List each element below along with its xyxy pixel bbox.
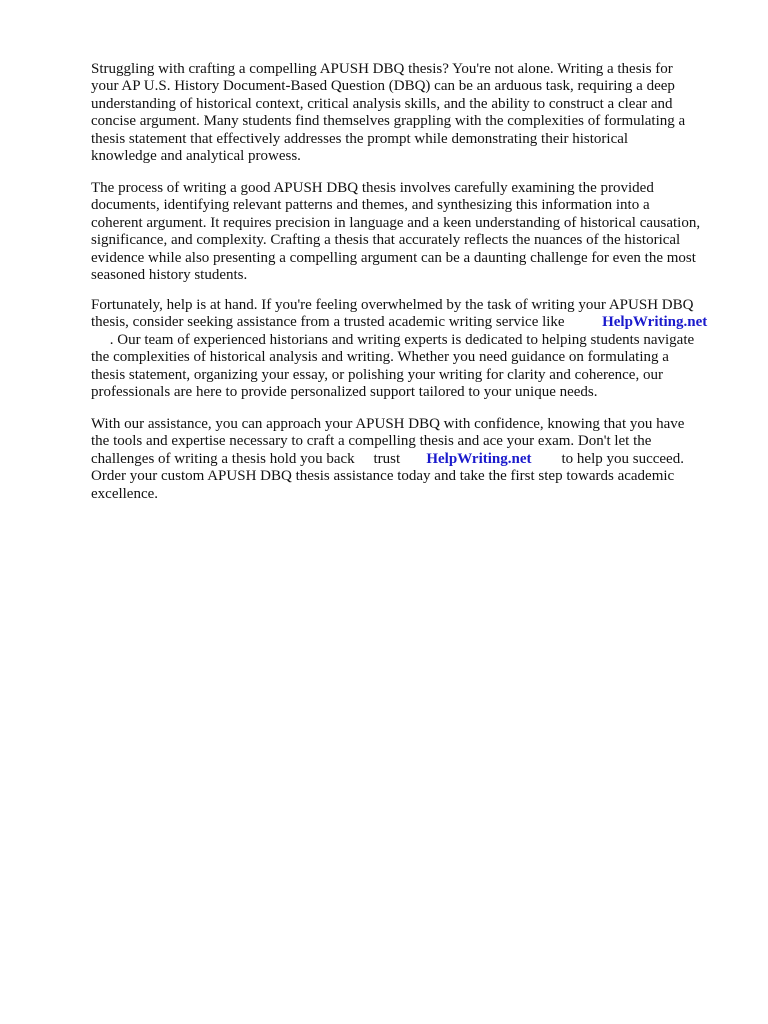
paragraph-line: the complexities of historical analysis and writing. Whether you need guidance on formulating a [91, 349, 669, 366]
paragraph-line: significance, and complexity. Crafting a thesis that accurately reflects the nuances of the historical [91, 232, 681, 249]
paragraph-process [91, 180, 731, 284]
paragraph-line: concise argument. Many students find themselves grappling with the complexities of formulating a [91, 113, 686, 130]
line-text: . Our team of experienced historians and writing experts is dedicated to helping students navigate [109, 331, 695, 348]
line-text: trust [373, 450, 401, 467]
paragraph-line: Order your custom APUSH DBQ thesis assistance today and take the first step towards academic [91, 468, 675, 485]
paragraph-line: coherent argument. It requires precision in language and a keen understanding of historical causation, [91, 214, 701, 231]
paragraph-line [91, 314, 731, 331]
paragraph-help [91, 297, 731, 401]
paragraph-line: Struggling with crafting a compelling APUSH DBQ thesis? You're not alone. Writing a thesis for [91, 61, 673, 77]
paragraph-line: excellence. [91, 485, 159, 502]
paragraph-line: evidence while also presenting a compelling argument can be a daunting challenge for even the most [91, 249, 696, 266]
line-text: challenges of writing a thesis hold you back [91, 450, 355, 467]
paragraph-line: professionals are here to provide personalized support tailored to your unique needs. [91, 384, 598, 401]
paragraph-intro [91, 61, 731, 165]
paragraph-line: With our assistance, you can approach your APUSH DBQ with confidence, knowing that you have [91, 416, 685, 432]
line-text: to help you succeed. [561, 450, 684, 467]
paragraph-line: The process of writing a good APUSH DBQ thesis involves carefully examining the provided [91, 180, 654, 196]
paragraph-line: documents, identifying relevant patterns and themes, and synthesizing this information into a [91, 197, 650, 214]
paragraph-line: thesis statement that effectively addresses the prompt while demonstrating their historical [91, 130, 629, 147]
line-text: thesis, consider seeking assistance from a trusted academic writing service like [91, 314, 565, 331]
paragraph-line [91, 332, 731, 349]
paragraph-line: the tools and expertise necessary to craft a compelling thesis and ace your exam. Don't let the [91, 433, 652, 450]
paragraph-line: Fortunately, help is at hand. If you're feeling overwhelmed by the task of writing your APUSH DBQ [91, 297, 694, 313]
helpwriting-link[interactable]: HelpWriting.net [602, 314, 708, 331]
paragraph-line: knowledge and analytical prowess. [91, 148, 301, 165]
paragraph-line [91, 451, 731, 468]
paragraph-line: understanding of historical context, critical analysis skills, and the ability to construct a clear and [91, 95, 673, 112]
paragraph-line: thesis statement, organizing your essay, or polishing your writing for clarity and coherence, our [91, 366, 663, 383]
paragraph-line: seasoned history students. [91, 267, 248, 284]
paragraph-line: your AP U.S. History Document-Based Question (DBQ) can be an arduous task, requiring a deep [91, 78, 675, 95]
helpwriting-link[interactable]: HelpWriting.net [426, 450, 532, 467]
paragraph-closing [91, 416, 731, 503]
